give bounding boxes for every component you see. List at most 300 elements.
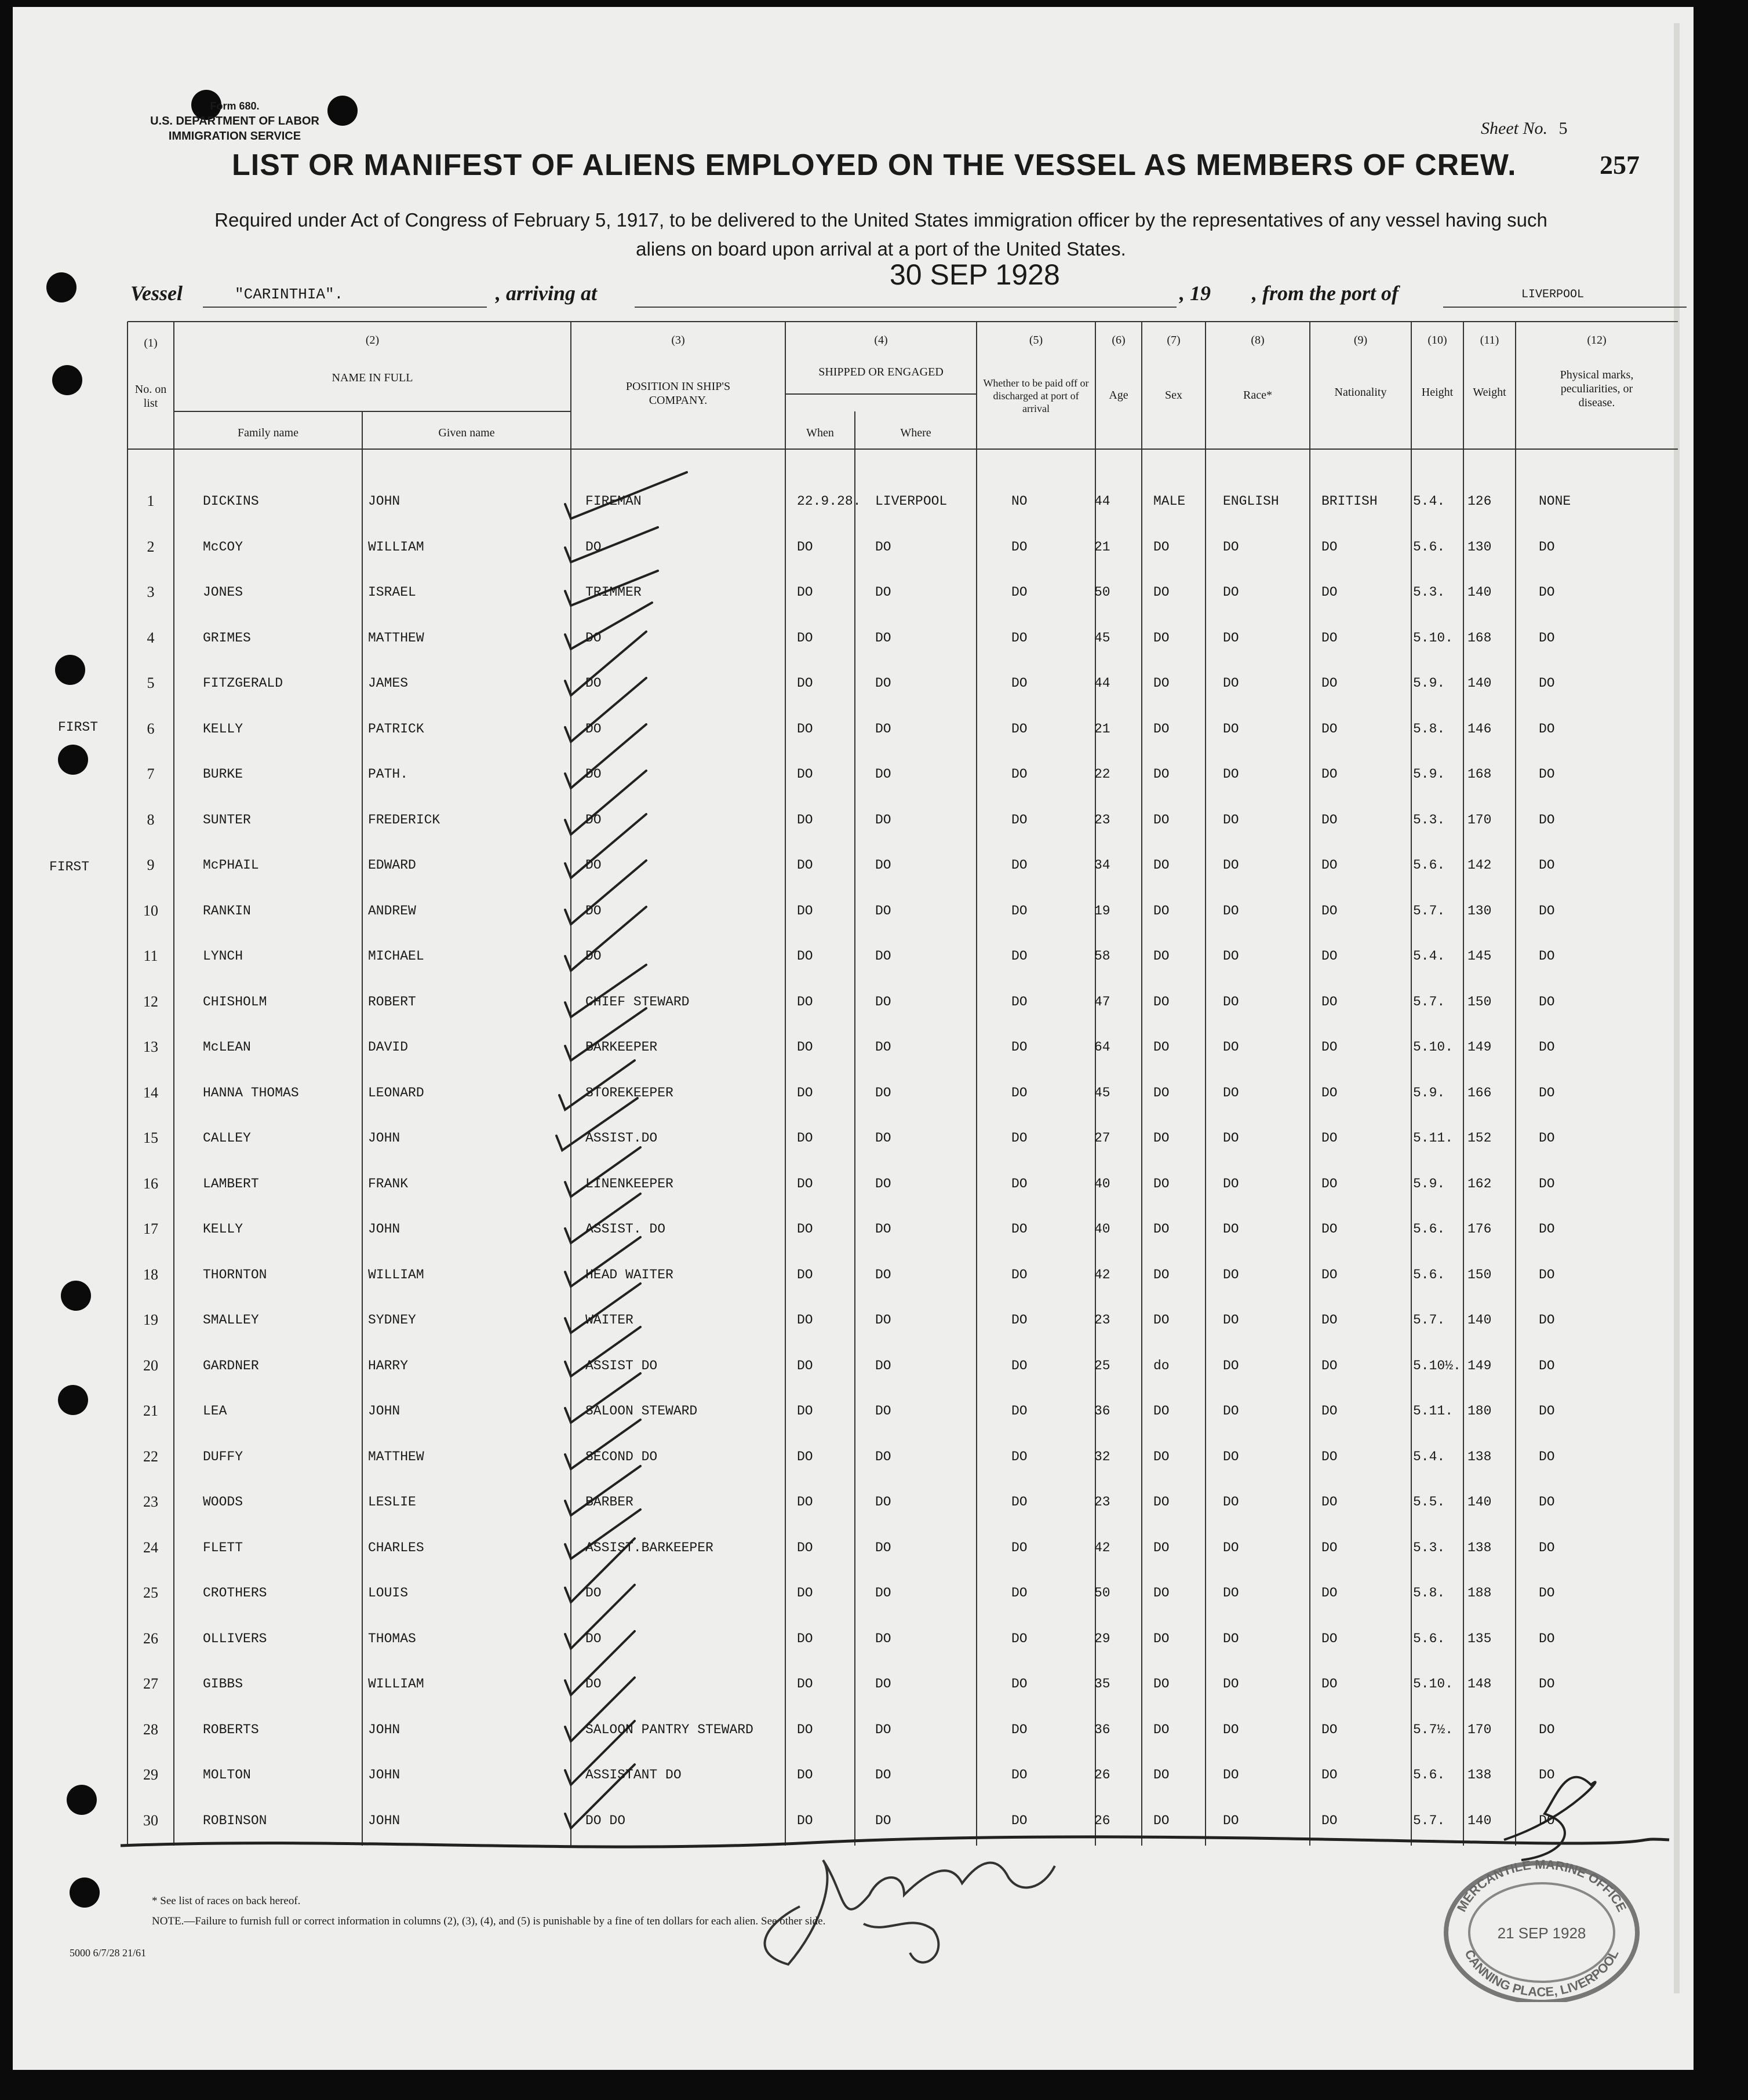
- family-name: HANNA THOMAS: [203, 1085, 299, 1100]
- col12-number: (12): [1587, 334, 1607, 347]
- race: DO: [1223, 539, 1239, 555]
- row-number: 13: [143, 1038, 158, 1055]
- position: SECOND DO: [585, 1449, 658, 1464]
- nationality: DO: [1321, 1131, 1338, 1146]
- paid-off: DO: [1011, 1722, 1028, 1737]
- shipped-when: DO: [797, 539, 813, 555]
- subtitle-line-2: aliens on board upon arrival at a port of the United States.: [636, 238, 1126, 260]
- given-name: SYDNEY: [368, 1312, 416, 1328]
- row-number: 25: [143, 1584, 158, 1601]
- paid-off: DO: [1011, 1040, 1028, 1055]
- shipped-when: DO: [797, 1449, 813, 1464]
- race: DO: [1223, 1813, 1239, 1828]
- height: 5.8.: [1413, 1585, 1445, 1600]
- shipped-when: DO: [797, 767, 813, 782]
- race: DO: [1223, 1085, 1239, 1100]
- given-name: JOHN: [368, 1403, 400, 1419]
- height: 5.10.: [1413, 1040, 1454, 1055]
- paid-off: DO: [1011, 539, 1028, 555]
- family-name: CROTHERS: [203, 1585, 267, 1600]
- height: 5.8.: [1413, 721, 1445, 737]
- height: 5.9.: [1413, 1085, 1445, 1100]
- shipped-when: DO: [797, 949, 813, 964]
- nationality: DO: [1321, 1040, 1338, 1055]
- age: 45: [1094, 1085, 1110, 1100]
- race: DO: [1223, 721, 1239, 737]
- paid-off: DO: [1011, 676, 1028, 691]
- age: 44: [1094, 494, 1110, 509]
- row-number: 6: [147, 720, 155, 737]
- shipped-where: DO: [875, 767, 891, 782]
- weight: 168: [1467, 767, 1492, 782]
- nationality: DO: [1321, 1403, 1338, 1419]
- nationality: DO: [1321, 1631, 1338, 1646]
- mercantile-marine-office-stamp: [1437, 1851, 1646, 2002]
- physical-marks: DO: [1539, 1403, 1555, 1419]
- family-name: McCOY: [203, 539, 243, 555]
- weight: 176: [1467, 1222, 1492, 1237]
- race: DO: [1223, 1585, 1239, 1600]
- age: 42: [1094, 1267, 1110, 1282]
- position: SALOON PANTRY STEWARD: [585, 1722, 753, 1737]
- age: 26: [1094, 1813, 1110, 1828]
- sex: DO: [1153, 630, 1170, 646]
- weight: 152: [1467, 1131, 1492, 1146]
- height: 5.11.: [1413, 1403, 1454, 1419]
- age: 29: [1094, 1631, 1110, 1646]
- col4-header: SHIPPED OR ENGAGED: [818, 366, 944, 378]
- given-name: JOHN: [368, 1722, 400, 1737]
- given-name: JAMES: [368, 676, 409, 691]
- stamp-line-2: CANNING PLACE, LIVERPOOL: [1462, 1947, 1622, 2000]
- given-name: JOHN: [368, 1813, 400, 1828]
- position: ASSIST. DO: [585, 1222, 666, 1237]
- physical-marks: DO: [1539, 1085, 1555, 1100]
- weight: 166: [1467, 1085, 1492, 1100]
- height: 5.3.: [1413, 812, 1445, 827]
- col2-header: NAME IN FULL: [332, 371, 413, 384]
- shipped-when: DO: [797, 1222, 813, 1237]
- row-number: 10: [143, 902, 158, 919]
- physical-marks: DO: [1539, 676, 1555, 691]
- race: DO: [1223, 994, 1239, 1009]
- col6-number: (6): [1112, 334, 1126, 347]
- race: DO: [1223, 1131, 1239, 1146]
- vessel-name: "CARINTHIA".: [235, 286, 344, 303]
- height: 5.10.: [1413, 1676, 1454, 1691]
- family-name: WOODS: [203, 1494, 243, 1510]
- weight: 148: [1467, 1676, 1492, 1691]
- row-number: 28: [143, 1720, 158, 1738]
- age: 21: [1094, 721, 1110, 737]
- weight: 180: [1467, 1403, 1492, 1419]
- sex: DO: [1153, 1767, 1170, 1782]
- nationality: DO: [1321, 994, 1338, 1009]
- row-number: 2: [147, 538, 155, 555]
- paid-off: DO: [1011, 1358, 1028, 1373]
- nationality: DO: [1321, 1540, 1338, 1555]
- shipped-where: DO: [875, 1267, 891, 1282]
- sex: DO: [1153, 1131, 1170, 1146]
- height: 5.11.: [1413, 1131, 1454, 1146]
- row-number: 27: [143, 1675, 158, 1692]
- shipped-when: DO: [797, 1267, 813, 1282]
- given-name: WILLIAM: [368, 539, 424, 555]
- age: 32: [1094, 1449, 1110, 1464]
- sex: DO: [1153, 539, 1170, 555]
- family-name: CALLEY: [203, 1131, 251, 1146]
- physical-marks: DO: [1539, 812, 1555, 827]
- race: DO: [1223, 1312, 1239, 1328]
- race: DO: [1223, 1767, 1239, 1782]
- col7-number: (7): [1167, 334, 1181, 347]
- col5-header: Whether to be paid off or discharged at port of arrival: [983, 377, 1089, 414]
- family-name: GRIMES: [203, 630, 251, 646]
- shipped-when: DO: [797, 1722, 813, 1737]
- service: IMMIGRATION SERVICE: [168, 130, 301, 143]
- col1-number: (1): [144, 337, 158, 349]
- given-name: HARRY: [368, 1358, 409, 1373]
- physical-marks: DO: [1539, 1585, 1555, 1600]
- shipped-when: DO: [797, 1176, 813, 1191]
- given-name: MATTHEW: [368, 630, 424, 646]
- family-name: LYNCH: [203, 949, 243, 964]
- nationality: DO: [1321, 1222, 1338, 1237]
- position: DO: [585, 721, 602, 737]
- family-name: JONES: [203, 585, 243, 600]
- col3-number: (3): [671, 334, 685, 347]
- nationality: DO: [1321, 1813, 1338, 1828]
- paid-off: DO: [1011, 585, 1028, 600]
- physical-marks: DO: [1539, 1312, 1555, 1328]
- height: 5.6.: [1413, 1767, 1445, 1782]
- race: DO: [1223, 1722, 1239, 1737]
- age: 35: [1094, 1676, 1110, 1691]
- sex: DO: [1153, 585, 1170, 600]
- sex: DO: [1153, 1267, 1170, 1282]
- shipped-when: DO: [797, 994, 813, 1009]
- given-name: MICHAEL: [368, 949, 424, 964]
- shipped-where: DO: [875, 1540, 891, 1555]
- physical-marks: DO: [1539, 1176, 1555, 1191]
- age: 44: [1094, 676, 1110, 691]
- age: 64: [1094, 1040, 1110, 1055]
- height: 5.5.: [1413, 1494, 1445, 1510]
- sex: do: [1153, 1358, 1170, 1373]
- given-name: WILLIAM: [368, 1676, 424, 1691]
- shipped-when: DO: [797, 858, 813, 873]
- col11-header: Weight: [1473, 386, 1506, 399]
- given-name: DAVID: [368, 1040, 409, 1055]
- height: 5.7½.: [1413, 1722, 1454, 1737]
- paid-off: DO: [1011, 812, 1028, 827]
- shipped-when: DO: [797, 585, 813, 600]
- height: 5.7.: [1413, 903, 1445, 918]
- col11-number: (11): [1480, 334, 1499, 347]
- shipped-where: DO: [875, 1403, 891, 1419]
- position: LINENKEEPER: [585, 1176, 673, 1191]
- given-name: LEONARD: [368, 1085, 424, 1100]
- position: DO: [585, 767, 602, 782]
- race: DO: [1223, 1449, 1239, 1464]
- sex: DO: [1153, 1813, 1170, 1828]
- physical-marks: DO: [1539, 1813, 1555, 1828]
- shipped-when: DO: [797, 1676, 813, 1691]
- nationality: DO: [1321, 903, 1338, 918]
- race: DO: [1223, 1403, 1239, 1419]
- shipped-where: DO: [875, 858, 891, 873]
- paid-off: DO: [1011, 1267, 1028, 1282]
- weight: 140: [1467, 1312, 1492, 1328]
- height: 5.9.: [1413, 767, 1445, 782]
- row-number: 24: [143, 1538, 158, 1556]
- col2-number: (2): [365, 334, 380, 347]
- nationality: DO: [1321, 949, 1338, 964]
- shipped-when: DO: [797, 903, 813, 918]
- position: ASSIST.BARKEEPER: [585, 1540, 713, 1555]
- shipped-when: DO: [797, 1312, 813, 1328]
- nationality: DO: [1321, 630, 1338, 646]
- given-name: ROBERT: [368, 994, 416, 1009]
- col3-header: POSITION IN SHIP'S COMPANY.: [625, 380, 731, 407]
- sex: DO: [1153, 812, 1170, 827]
- paid-off: DO: [1011, 1813, 1028, 1828]
- weight: 145: [1467, 949, 1492, 964]
- shipped-where: DO: [875, 812, 891, 827]
- shipped-where: DO: [875, 1813, 891, 1828]
- age: 23: [1094, 812, 1110, 827]
- sex: DO: [1153, 858, 1170, 873]
- age: 34: [1094, 858, 1110, 873]
- nationality: DO: [1321, 1176, 1338, 1191]
- shipped-where: DO: [875, 676, 891, 691]
- age: 22: [1094, 767, 1110, 782]
- nationality: DO: [1321, 1312, 1338, 1328]
- race: DO: [1223, 1631, 1239, 1646]
- paid-off: DO: [1011, 1631, 1028, 1646]
- col12-header: Physical marks, peculiarities, or disease.: [1560, 369, 1634, 409]
- weight: 138: [1467, 1449, 1492, 1464]
- age: 25: [1094, 1358, 1110, 1373]
- footnote-races: * See list of races on back hereof.: [152, 1895, 301, 1907]
- sex: DO: [1153, 1676, 1170, 1691]
- shipped-where: DO: [875, 1312, 891, 1328]
- age: 36: [1094, 1403, 1110, 1419]
- family-name: LAMBERT: [203, 1176, 259, 1191]
- given-name: PATRICK: [368, 721, 424, 737]
- physical-marks: DO: [1539, 1631, 1555, 1646]
- weight: 130: [1467, 539, 1492, 555]
- race: DO: [1223, 1176, 1239, 1191]
- given-name: JOHN: [368, 1222, 400, 1237]
- family-name: CHISHOLM: [203, 994, 267, 1009]
- family-name: RANKIN: [203, 903, 251, 918]
- position: CHIEF STEWARD: [585, 994, 690, 1009]
- from-port-label: , from the port of: [1252, 282, 1399, 305]
- arriving-label: , arriving at: [496, 282, 598, 305]
- row-number: 4: [147, 629, 155, 646]
- family-name: FLETT: [203, 1540, 243, 1555]
- physical-marks: DO: [1539, 1267, 1555, 1282]
- row-number: 14: [143, 1084, 158, 1101]
- height: 5.10.: [1413, 630, 1454, 646]
- shipped-where: DO: [875, 630, 891, 646]
- paid-off: DO: [1011, 1585, 1028, 1600]
- physical-marks: DO: [1539, 767, 1555, 782]
- position: DO: [585, 812, 602, 827]
- department: U.S. DEPARTMENT OF LABOR: [150, 115, 319, 127]
- sex: DO: [1153, 1631, 1170, 1646]
- nationality: DO: [1321, 767, 1338, 782]
- row-number: 17: [143, 1220, 158, 1237]
- family-name: LEA: [203, 1403, 227, 1419]
- nationality: DO: [1321, 858, 1338, 873]
- race: DO: [1223, 1358, 1239, 1373]
- age: 21: [1094, 539, 1110, 555]
- shipped-when: DO: [797, 1403, 813, 1419]
- weight: 140: [1467, 1813, 1492, 1828]
- shipped-when: DO: [797, 1540, 813, 1555]
- age: 26: [1094, 1767, 1110, 1782]
- weight: 170: [1467, 1722, 1492, 1737]
- position: ASSISTANT DO: [585, 1767, 682, 1782]
- col4a-header: When: [806, 426, 834, 439]
- paid-off: DO: [1011, 858, 1028, 873]
- shipped-where: DO: [875, 1085, 891, 1100]
- shipped-where: DO: [875, 1131, 891, 1146]
- weight: 140: [1467, 676, 1492, 691]
- given-name: LOUIS: [368, 1585, 409, 1600]
- height: 5.10½.: [1413, 1358, 1461, 1373]
- height: 5.7.: [1413, 1312, 1445, 1328]
- height: 5.7.: [1413, 994, 1445, 1009]
- weight: 149: [1467, 1040, 1492, 1055]
- race: ENGLISH: [1223, 494, 1279, 509]
- shipped-where: DO: [875, 994, 891, 1009]
- stamp-date: 21 SEP 1928: [1497, 1924, 1586, 1942]
- physical-marks: DO: [1539, 994, 1555, 1009]
- nationality: DO: [1321, 1767, 1338, 1782]
- paid-off: DO: [1011, 1312, 1028, 1328]
- physical-marks: DO: [1539, 1494, 1555, 1510]
- row-number: 19: [143, 1311, 158, 1328]
- subtitle-line-1: Required under Act of Congress of February 5, 1917, to be delivered to the United States immigration officer by the representatives of any vessel having such: [214, 209, 1547, 231]
- given-name: THOMAS: [368, 1631, 416, 1646]
- given-name: LESLIE: [368, 1494, 416, 1510]
- weight: 140: [1467, 1494, 1492, 1510]
- shipped-where: DO: [875, 1449, 891, 1464]
- vessel-label: Vessel: [130, 282, 183, 305]
- document-number: 257: [1600, 150, 1640, 180]
- position: TRIMMER: [585, 585, 642, 600]
- shipped-where: LIVERPOOL: [875, 494, 948, 509]
- sex: DO: [1153, 1585, 1170, 1600]
- physical-marks: DO: [1539, 585, 1555, 600]
- age: 36: [1094, 1722, 1110, 1737]
- age: 50: [1094, 585, 1110, 600]
- height: 5.6.: [1413, 539, 1445, 555]
- family-name: BURKE: [203, 767, 243, 782]
- shipped-where: DO: [875, 1676, 891, 1691]
- position: DO DO: [585, 1813, 626, 1828]
- height: 5.6.: [1413, 1631, 1445, 1646]
- race: DO: [1223, 858, 1239, 873]
- age: 27: [1094, 1131, 1110, 1146]
- row-number: 23: [143, 1493, 158, 1510]
- sex: DO: [1153, 1449, 1170, 1464]
- sex: DO: [1153, 994, 1170, 1009]
- sex: MALE: [1153, 494, 1186, 509]
- physical-marks: DO: [1539, 949, 1555, 964]
- row-number: 29: [143, 1766, 158, 1783]
- nationality: DO: [1321, 1085, 1338, 1100]
- shipped-when: DO: [797, 812, 813, 827]
- physical-marks: DO: [1539, 1222, 1555, 1237]
- weight: 138: [1467, 1767, 1492, 1782]
- physical-marks: DO: [1539, 721, 1555, 737]
- side-note: FIRST: [58, 719, 99, 735]
- given-name: EDWARD: [368, 858, 416, 873]
- paid-off: DO: [1011, 1176, 1028, 1191]
- age: 47: [1094, 994, 1110, 1009]
- family-name: THORNTON: [203, 1267, 267, 1282]
- sex: DO: [1153, 676, 1170, 691]
- shipped-when: DO: [797, 1585, 813, 1600]
- physical-marks: DO: [1539, 1449, 1555, 1464]
- col9-header: Nationality: [1334, 386, 1387, 399]
- shipped-when: DO: [797, 1040, 813, 1055]
- position: DO: [585, 676, 602, 691]
- shipped-where: DO: [875, 1722, 891, 1737]
- shipped-when: DO: [797, 1813, 813, 1828]
- family-name: MOLTON: [203, 1767, 251, 1782]
- physical-marks: DO: [1539, 539, 1555, 555]
- paid-off: DO: [1011, 767, 1028, 782]
- family-name: SMALLEY: [203, 1312, 259, 1328]
- row-number: 5: [147, 675, 155, 691]
- family-name: ROBINSON: [203, 1813, 267, 1828]
- position: DO: [585, 1631, 602, 1646]
- weight: 146: [1467, 721, 1492, 737]
- row-number: 3: [147, 584, 155, 600]
- given-name: MATTHEW: [368, 1449, 424, 1464]
- shipped-where: DO: [875, 1358, 891, 1373]
- nationality: BRITISH: [1321, 494, 1378, 509]
- nationality: DO: [1321, 1358, 1338, 1373]
- row-number: 15: [143, 1129, 158, 1146]
- row-number: 22: [143, 1448, 158, 1465]
- height: 5.6.: [1413, 1267, 1445, 1282]
- race: DO: [1223, 903, 1239, 918]
- race: DO: [1223, 1040, 1239, 1055]
- nationality: DO: [1321, 1449, 1338, 1464]
- shipped-when: DO: [797, 630, 813, 646]
- sex: DO: [1153, 949, 1170, 964]
- sex: DO: [1153, 1040, 1170, 1055]
- year-label: , 19: [1179, 282, 1211, 305]
- physical-marks: DO: [1539, 1722, 1555, 1737]
- nationality: DO: [1321, 721, 1338, 737]
- col5-number: (5): [1029, 334, 1043, 347]
- shipped-when: DO: [797, 1767, 813, 1782]
- weight: 170: [1467, 812, 1492, 827]
- height: 5.4.: [1413, 949, 1445, 964]
- sheet-value: 5: [1558, 119, 1568, 138]
- col7-header: Sex: [1165, 389, 1182, 402]
- col4-number: (4): [874, 334, 888, 347]
- position: SALOON STEWARD: [585, 1403, 698, 1419]
- shipped-where: DO: [875, 1767, 891, 1782]
